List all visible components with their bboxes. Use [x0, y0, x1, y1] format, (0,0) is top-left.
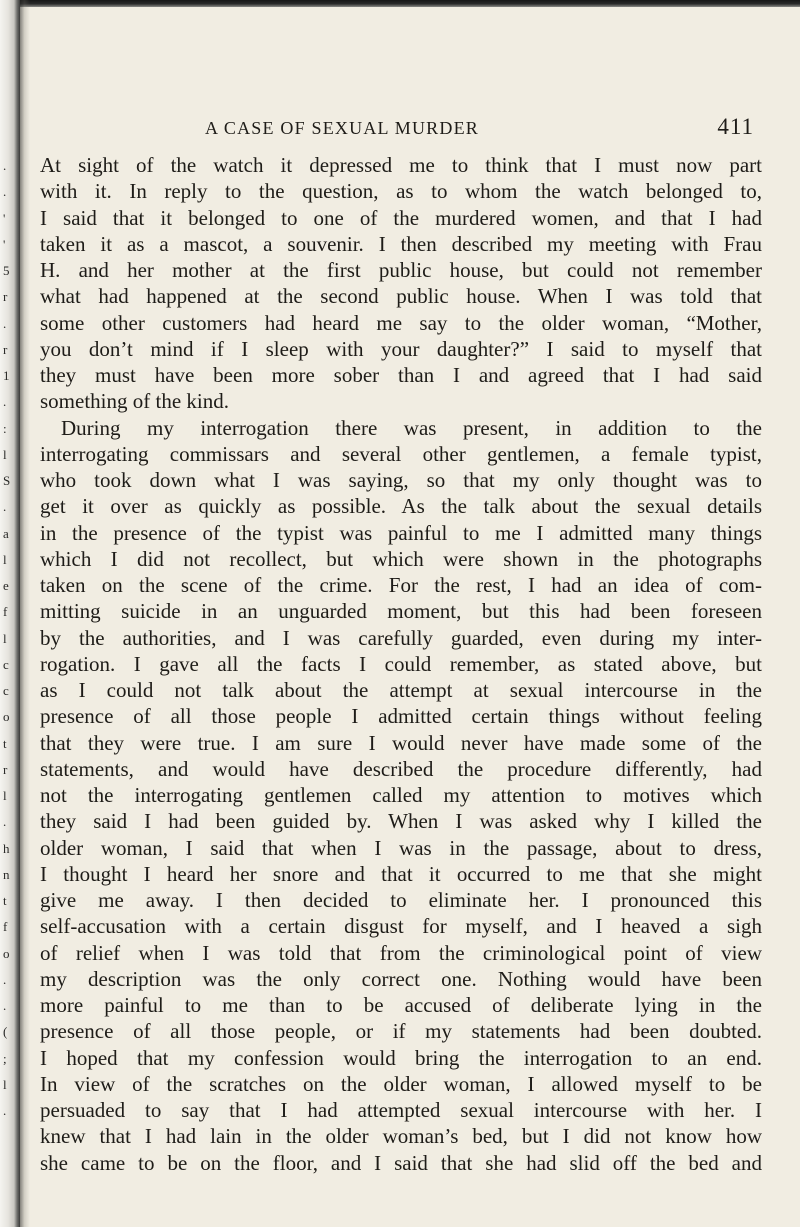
text-line: persuaded to say that I had attempted sexual intercourse with her. I [40, 1098, 762, 1122]
gutter-mark: l [3, 788, 7, 803]
gutter-mark: c [3, 656, 9, 672]
text-line: you don’t mind if I sleep with your daughter?” I said to myself that [40, 336, 762, 361]
text-line: in the presence of the typist was painful to me I admitted many things [40, 520, 762, 545]
gutter-mark: c [3, 683, 9, 698]
text-line: mitting suicide in an unguarded moment, but this had been foreseen [40, 599, 762, 624]
gutter-shadow [20, 0, 30, 1227]
gutter-mark: S [3, 473, 11, 488]
text-line: she came to be on the floor, and I said that she had slid off the bed and [40, 1150, 762, 1175]
body-text [40, 152, 762, 1176]
text-line: rogation. I gave all the facts I could remember, as stated above, but [40, 651, 762, 676]
text-line: not the interrogating gentlemen called my attention to motives which [40, 783, 762, 807]
text-line: I hoped that my confession would bring the interrogation to an end. [40, 1045, 762, 1070]
gutter-mark: 1 [3, 368, 10, 383]
gutter-mark: r [3, 289, 8, 305]
text-line: of relief when I was told that from the criminological point of view [40, 940, 762, 965]
text-line: more painful to me than to be accused of deliberate lying in the [40, 993, 762, 1017]
text-line: older woman, I said that when I was in the passage, about to dress, [40, 835, 762, 860]
gutter-mark: f [3, 604, 8, 620]
text-line: my description was the only correct one. Nothing would have been [40, 966, 762, 991]
gutter-mark: l [3, 551, 7, 567]
text-line: I thought I heard her snore and that it occurred to me that she might [40, 861, 762, 886]
gutter-mark: l [3, 446, 7, 462]
text-line: who took down what I was saying, so that my only thought was to [40, 468, 762, 492]
gutter-mark: . [3, 499, 7, 515]
text-line: interrogating commissars and several other gentlemen, a female typist, [40, 441, 762, 466]
gutter-mark: l [3, 630, 7, 646]
text-line: what had happened at the second public house. When I was told that [40, 284, 762, 309]
text-line: presence of all those people I admitted certain things without feeling [40, 704, 762, 729]
gutter-mark: ; [3, 1050, 7, 1066]
running-title: A CASE OF SEXUAL MURDER [205, 118, 479, 138]
gutter-mark: e [3, 578, 9, 593]
gutter-mark: . [3, 158, 7, 173]
gutter-mark: a [3, 525, 9, 541]
text-line: as I could not talk about the attempt at sexual intercourse in the [40, 678, 762, 702]
gutter-mark: . [3, 1103, 7, 1118]
text-line: by the authorities, and I was carefully guarded, even during my inter- [40, 625, 762, 650]
text-line: get it over as quickly as possible. As the talk about the sexual details [40, 494, 762, 519]
gutter-mark: . [3, 394, 7, 410]
text-line: I said that it belonged to one of the murdered women, and that I had [40, 205, 762, 230]
page-top-edge [0, 0, 800, 7]
text-line: give me away. I then decided to eliminate her. I pronounced this [40, 888, 762, 912]
gutter-mark: 5 [3, 263, 10, 278]
gutter-mark: o [3, 709, 10, 725]
gutter-mark: t [3, 735, 7, 751]
text-line: they said I had been guided by. When I was asked why I killed the [40, 809, 762, 834]
text-line: with it. In reply to the question, as to whom the watch belonged to, [40, 179, 762, 204]
text-line: they must have been more sober than I and agreed that I had said [40, 363, 762, 387]
gutter-mark: o [3, 945, 10, 961]
text-line: something of the kind. [40, 389, 229, 414]
gutter-mark: . [3, 814, 7, 830]
gutter-mark: . [3, 998, 7, 1013]
text-line: taken it as a mascot, a souvenir. I then described my meeting with Frau [40, 231, 762, 256]
gutter-mark: ' [3, 236, 6, 252]
gutter-mark: ( [3, 1024, 8, 1040]
gutter-mark: n [3, 866, 10, 882]
gutter-mark: r [3, 341, 8, 357]
gutter-mark: . [3, 315, 7, 331]
gutter-mark: l [3, 1076, 7, 1092]
gutter-mark: ' [3, 210, 6, 226]
gutter-mark: f [3, 919, 8, 935]
gutter-mark: r [3, 761, 8, 777]
text-line: In view of the scratches on the older woman, I allowed myself to be [40, 1071, 762, 1096]
text-line: some other customers had heard me say to the older woman, “Mother, [40, 310, 762, 335]
text-line: During my interrogation there was present, in addition to the [61, 415, 762, 440]
text-line: statements, and would have described the procedure differently, had [40, 756, 762, 781]
text-line: which I did not recollect, but which were shown in the photographs [40, 546, 762, 571]
gutter-mark: t [3, 893, 7, 908]
gutter-mark: h [3, 840, 10, 856]
gutter-mark: . [3, 184, 7, 200]
text-line: presence of all those people, or if my statements had been doubted. [40, 1019, 762, 1044]
page-number: 411 [717, 114, 754, 139]
running-head [40, 110, 762, 140]
text-line: At sight of the watch it depressed me to think that I must now part [40, 153, 762, 177]
text-line: knew that I had lain in the older woman’s bed, but I did not know how [40, 1124, 762, 1149]
text-line: taken on the scene of the crime. For the rest, I had an idea of com- [40, 573, 762, 597]
text-line: H. and her mother at the first public house, but could not remember [40, 258, 762, 282]
gutter-mark: : [3, 420, 7, 436]
text-line: self-accusation with a certain disgust for myself, and I heaved a sigh [40, 914, 762, 939]
text-line: that they were true. I am sure I would never have made some of the [40, 730, 762, 755]
gutter-mark: . [3, 971, 7, 987]
